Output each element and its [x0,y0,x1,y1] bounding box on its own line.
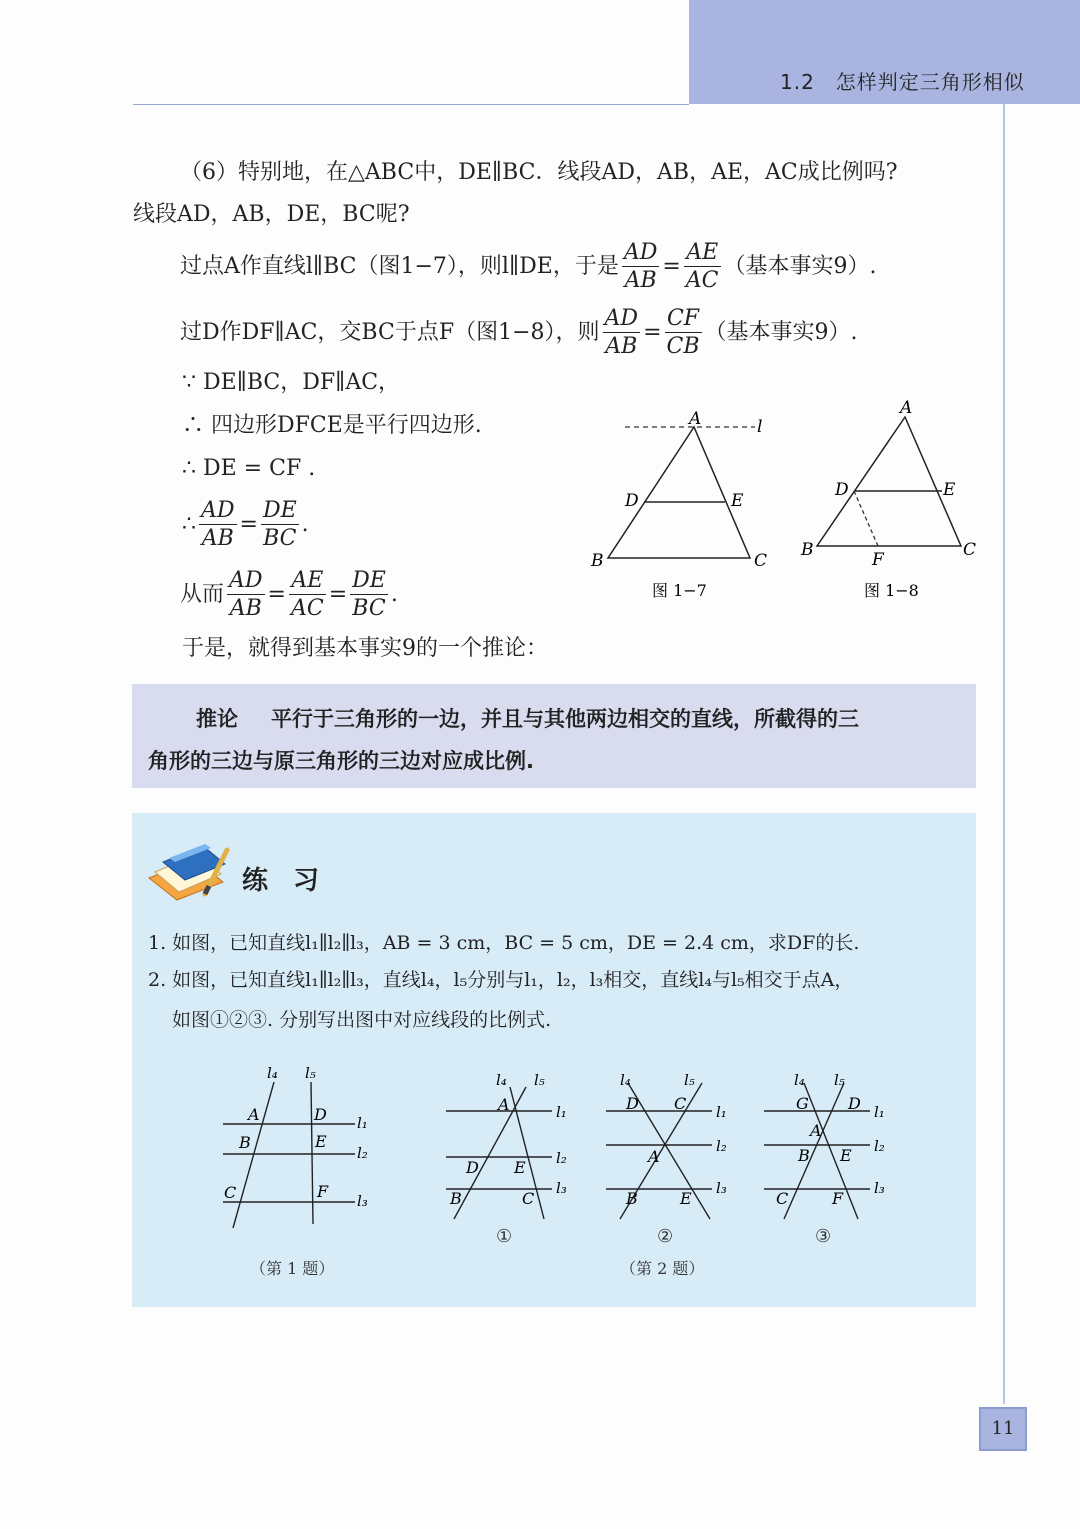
summary-line: 于是，就得到基本事实9的一个推论： [182,636,548,661]
exercise-figure-q1 [215,1058,385,1238]
label-l2: l₂ [357,1144,368,1162]
label-e: E [680,1189,692,1208]
exercise-question-2-line-1: 2. 如图，已知直线l₁∥l₂∥l₃，直线l₄，l₅分别与l₁，l₂，l₃相交，直线l₄与l₅相交于点A， [148,969,854,991]
page-number: 11 [991,1418,1015,1439]
fraction-ae-ac [289,570,326,620]
fraction-numerator: AD [201,498,235,523]
label-c: C [522,1189,535,1208]
fraction-numerator: AD [623,240,658,265]
therefore-line-1: ∴ 四边形DFCE是平行四边形. [182,413,482,438]
label-f: F [872,550,884,570]
label-l3: l₃ [716,1179,727,1197]
section-title: 1.2 怎样判定三角形相似 [780,70,1025,94]
label-b: B [626,1189,638,1208]
corollary-label: 推论 [196,707,238,731]
label-b: B [801,540,814,560]
label-e: E [731,491,744,511]
label-d: D [314,1105,327,1124]
label-d: D [625,491,639,511]
fraction-numerator: DE [352,568,386,593]
exercise-figure-q2-2 [600,1065,740,1225]
figure-1-8-caption: 图 1−8 [864,581,919,600]
label-g: G [796,1094,809,1113]
period: . [301,512,309,537]
label-l4: l₄ [620,1071,631,1089]
label-b: B [450,1189,462,1208]
fraction-ad-ab [622,242,660,292]
period: . [390,582,398,607]
fraction-numerator: AE [684,242,721,267]
equals-sign: = [662,254,681,279]
label-b: B [591,551,604,571]
label-l5: l₅ [834,1071,845,1089]
label-f: F [832,1189,844,1208]
exercise-title: 练 习 [242,866,328,896]
fraction-denominator: BC [352,596,386,621]
figure-1-8 [795,395,985,605]
fraction-denominator: AC [685,268,719,293]
fraction-numerator: AE [289,570,326,595]
label-d: D [626,1094,639,1113]
label-l2: l₂ [556,1149,567,1167]
label-l4: l₄ [794,1071,805,1089]
label-e: E [514,1158,526,1177]
equals-sign: = [643,320,662,345]
label-d: D [835,480,849,500]
because-line: ∵ DE∥BC，DF∥AC， [182,370,401,395]
figure-1-7-caption: 图 1−7 [652,581,707,600]
therefore-line-2: ∴ DE = CF . [182,456,316,481]
label-l: l [757,417,763,437]
subfigure-label-3: ③ [815,1226,832,1247]
label-b: B [798,1146,810,1165]
label-d: D [466,1158,479,1177]
label-l5: l₅ [534,1071,545,1089]
corollary-line-2: 角形的三边与原三角形的三边对应成比例. [148,749,534,773]
label-c: C [776,1189,789,1208]
solution-step-2 [180,308,858,358]
fraction-numerator: AD [229,568,263,593]
label-l1: l₁ [357,1114,368,1132]
label-d: D [848,1094,861,1113]
fraction-denominator: AB [201,526,234,551]
label-f: F [317,1182,329,1201]
exercise-figure-q2-1 [440,1065,580,1225]
therefore-symbol: ∴ [182,512,196,537]
corollary-line-1: 平行于三角形的一边，并且与其他两边相交的直线，所截得的三 [271,707,859,731]
label-a: A [810,1121,822,1140]
book-pencil-icon [145,838,235,902]
exercise-figure-q2-3 [758,1065,898,1225]
label-a: A [248,1105,260,1124]
exercise-figure-q2-caption: （第 2 题） [620,1259,705,1278]
step2-reason: （基本事实9）. [704,320,858,345]
fraction-ad-ab [603,308,641,358]
fraction-ad-ab [199,500,237,550]
margin-rule [1003,104,1005,1404]
label-l3: l₃ [874,1179,885,1197]
fraction-numerator: DE [262,498,297,523]
label-l1: l₁ [716,1103,727,1121]
therefore-line-3 [182,500,309,550]
label-l1: l₁ [556,1103,567,1121]
figure-1-7 [585,400,785,610]
step2-text: 过D作DF∥AC，交BC于点F（图1−8），则 [180,320,600,345]
fraction-de-bc [261,500,299,550]
conclusion-prefix: 从而 [180,582,225,607]
label-c: C [224,1183,237,1202]
exercise-question-1: 1. 如图，已知直线l₁∥l₂∥l₃，AB = 3 cm，BC = 5 cm，DE = 2.4 cm，求DF的长. [148,932,860,954]
equals-sign: = [239,512,258,537]
equals-sign: = [267,582,286,607]
label-l2: l₂ [874,1137,885,1155]
subfigure-label-2: ② [657,1226,674,1247]
conclusion-line [180,570,398,620]
solution-step-1 [180,242,877,292]
problem-line-1: （6）特别地，在△ABC中，DE∥BC．线段AD，AB，AE，AC成比例吗? [180,160,898,185]
fraction-de-bc [350,570,388,620]
label-l3: l₃ [556,1179,567,1197]
label-b: B [239,1133,251,1152]
exercise-question-2-line-2: 如图①②③. 分别写出图中对应线段的比例式. [172,1009,552,1031]
label-l1: l₁ [874,1103,885,1121]
fraction-denominator: AB [229,596,262,621]
fraction-cf-cb [665,308,702,358]
label-l4: l₄ [267,1064,278,1082]
label-a: A [689,409,702,429]
label-a: A [498,1095,510,1114]
exercise-figure-q1-caption: （第 1 题） [250,1259,335,1278]
label-l4: l₄ [496,1071,507,1089]
fraction-denominator: CB [666,334,700,359]
label-a: A [900,398,913,418]
label-a: A [648,1147,660,1166]
label-e: E [315,1132,327,1151]
fraction-denominator: AC [290,596,324,621]
label-e: E [943,480,956,500]
label-l5: l₅ [684,1071,695,1089]
label-e: E [840,1146,852,1165]
problem-line-2: 线段AD，AB，DE，BC呢? [133,202,410,227]
fraction-ad-ab [227,570,265,620]
fraction-numerator: AD [604,306,639,331]
fraction-denominator: AB [624,268,657,293]
equals-sign: = [328,582,348,607]
step1-reason: （基本事实9）. [723,254,877,279]
label-l2: l₂ [716,1137,727,1155]
label-c: C [674,1094,687,1113]
fraction-denominator: AB [605,334,638,359]
header-rule [133,104,689,105]
subfigure-label-1: ① [496,1226,513,1247]
label-c: C [963,540,977,560]
label-c: C [754,551,768,571]
label-l5: l₅ [305,1064,316,1082]
fraction-denominator: BC [263,526,297,551]
fraction-ae-ac [684,242,721,292]
fraction-numerator: CF [665,308,702,333]
segment-df [854,491,878,546]
label-l3: l₃ [357,1192,368,1210]
step1-text: 过点A作直线l∥BC（图1−7），则l∥DE，于是 [180,254,619,279]
